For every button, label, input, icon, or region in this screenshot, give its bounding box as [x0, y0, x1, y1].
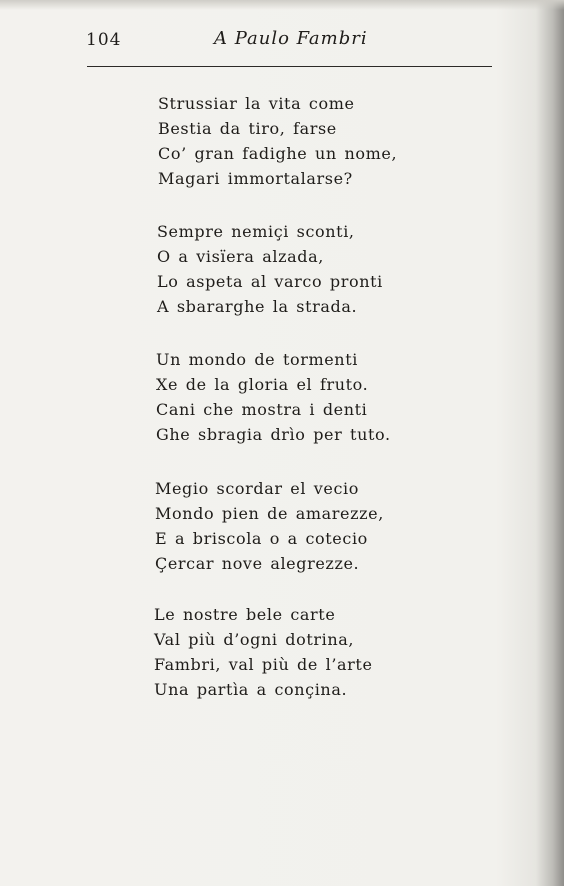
poem-line: Xe de la gloria el fruto. [156, 375, 369, 394]
poem-line: Un mondo de tormenti [156, 350, 358, 369]
poem-line: Lo aspeta al varco pronti [157, 272, 383, 291]
poem-line: Ghe sbragia drìo per tuto. [156, 425, 391, 444]
page-number: 104 [86, 30, 122, 50]
poem-line: Val più d’ogni dotrina, [154, 630, 355, 649]
poem-line: Strussiar la vita come [158, 94, 355, 113]
poem-line: Fambri, val più de l’arte [154, 655, 373, 674]
poem-line: Megio scordar el vecio [155, 479, 359, 498]
poem-line: A sbararghe la strada. [157, 297, 358, 316]
header-rule [87, 66, 492, 67]
poem-line: Çercar nove alegrezze. [155, 554, 360, 573]
poem-line: Mondo pien de amarezze, [155, 504, 384, 523]
poem-line: Cani che mostra i denti [156, 400, 368, 419]
poem-line: Una partìa a conçina. [154, 680, 348, 699]
poem-line: Co’ gran fadighe un nome, [158, 144, 398, 163]
poem-line: Bestia da tiro, farse [158, 119, 337, 138]
poem-line: O a visïera alzada, [157, 247, 324, 266]
poem-line: Magari immortalarse? [158, 169, 353, 188]
running-title: A Paulo Fambri [214, 28, 368, 49]
poem-line: Le nostre bele carte [154, 605, 336, 624]
page-top-shadow [0, 0, 564, 10]
poem-line: Sempre nemiçi sconti, [157, 222, 355, 241]
poem-line: E a briscola o a cotecio [155, 529, 368, 548]
